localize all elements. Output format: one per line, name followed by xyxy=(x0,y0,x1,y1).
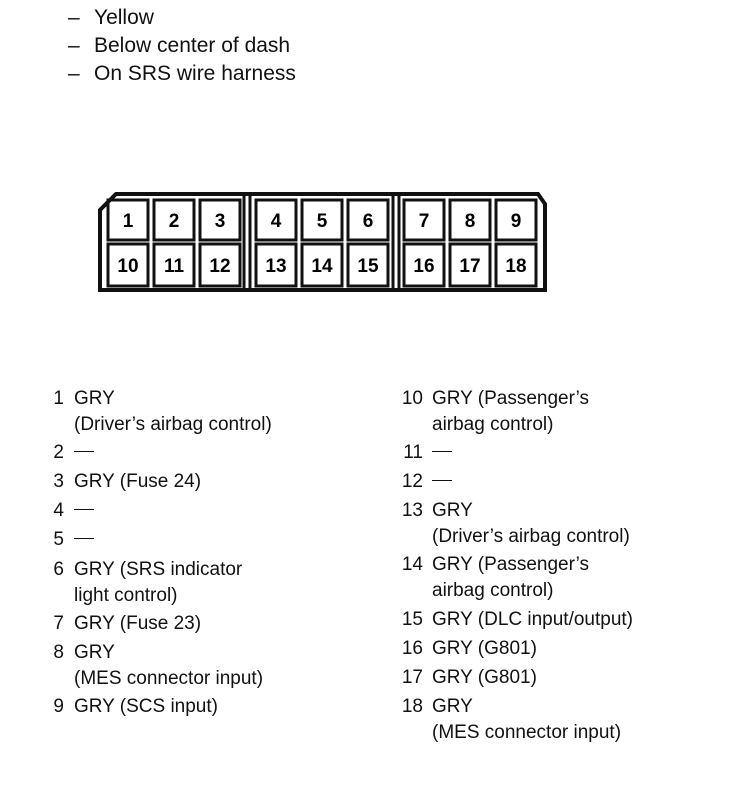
pin-number-16: 16 xyxy=(413,256,435,277)
pin-description: GRY (Passenger’s xyxy=(432,388,590,409)
pin-description: light control) xyxy=(74,584,178,606)
note-harness: – On SRS wire harness xyxy=(68,62,296,85)
pin-number: 5 xyxy=(53,529,64,550)
pin-number-9: 9 xyxy=(510,211,522,232)
pin-number: 16 xyxy=(401,638,423,659)
pin-number-10: 10 xyxy=(117,256,139,277)
pin-number: 11 xyxy=(403,442,423,463)
pin-number: 10 xyxy=(401,388,423,409)
pin-description: (MES connector input) xyxy=(432,721,622,743)
pin-number-3: 3 xyxy=(214,211,226,232)
pin-number: 18 xyxy=(401,696,423,717)
pin-description: GRY xyxy=(74,642,115,663)
pin-description: (MES connector input) xyxy=(74,667,264,689)
pin-number: 2 xyxy=(53,442,64,463)
pin-number-5: 5 xyxy=(316,211,328,232)
pin-number: 13 xyxy=(401,500,423,521)
pin-description: (Driver’s airbag control) xyxy=(74,413,272,435)
unused-pin-dash xyxy=(432,469,452,495)
pin-number-4: 4 xyxy=(270,211,282,232)
pin-number: 3 xyxy=(53,471,64,492)
pin-description: GRY (Fuse 24) xyxy=(74,471,202,492)
pin-number: 7 xyxy=(53,613,64,634)
pin-number-8: 8 xyxy=(464,211,476,232)
pin-description: airbag control) xyxy=(432,579,554,601)
pin-number-11: 11 xyxy=(163,256,185,277)
unused-pin-dash xyxy=(432,440,452,466)
unused-pin-dash xyxy=(74,527,94,553)
pin-number: 4 xyxy=(53,500,64,521)
pin-number: 15 xyxy=(401,609,423,630)
pin-number: 17 xyxy=(401,667,423,688)
note-position: – Below center of dash xyxy=(68,34,291,57)
pin-description: (Driver’s airbag control) xyxy=(432,525,630,547)
pin-number: 1 xyxy=(53,388,64,409)
pin-number-7: 7 xyxy=(418,211,430,232)
pin-number-6: 6 xyxy=(362,211,374,232)
pin-description: GRY (DLC input/output) xyxy=(432,609,634,630)
connector-diagram xyxy=(0,0,736,320)
pin-description: GRY (G801) xyxy=(432,638,537,659)
pin-number-13: 13 xyxy=(265,256,287,277)
pin-number: 8 xyxy=(53,642,64,663)
pin-number-1: 1 xyxy=(122,211,134,232)
pin-number-2: 2 xyxy=(168,211,180,232)
pin-description: GRY xyxy=(432,696,473,717)
pin-number-12: 12 xyxy=(209,256,231,277)
pin-number: 12 xyxy=(401,471,423,492)
pin-description: GRY (G801) xyxy=(432,667,537,688)
note-color: – Yellow xyxy=(68,6,154,29)
pin-description: GRY (Passenger’s xyxy=(432,554,590,575)
pin-number: 14 xyxy=(401,554,423,575)
pin-description: airbag control) xyxy=(432,413,554,435)
pin-number: 6 xyxy=(53,559,64,580)
pin-number-15: 15 xyxy=(357,256,379,277)
pin-description: GRY (SCS input) xyxy=(74,696,218,717)
pin-description: GRY xyxy=(74,388,115,409)
pin-number-18: 18 xyxy=(505,256,527,277)
pin-description: GRY (Fuse 23) xyxy=(74,613,202,634)
pin-number-17: 17 xyxy=(459,256,481,277)
pin-description: GRY xyxy=(432,500,473,521)
pin-number: 9 xyxy=(53,696,64,717)
pin-number-14: 14 xyxy=(311,256,333,277)
pin-description: GRY (SRS indicator xyxy=(74,559,243,580)
